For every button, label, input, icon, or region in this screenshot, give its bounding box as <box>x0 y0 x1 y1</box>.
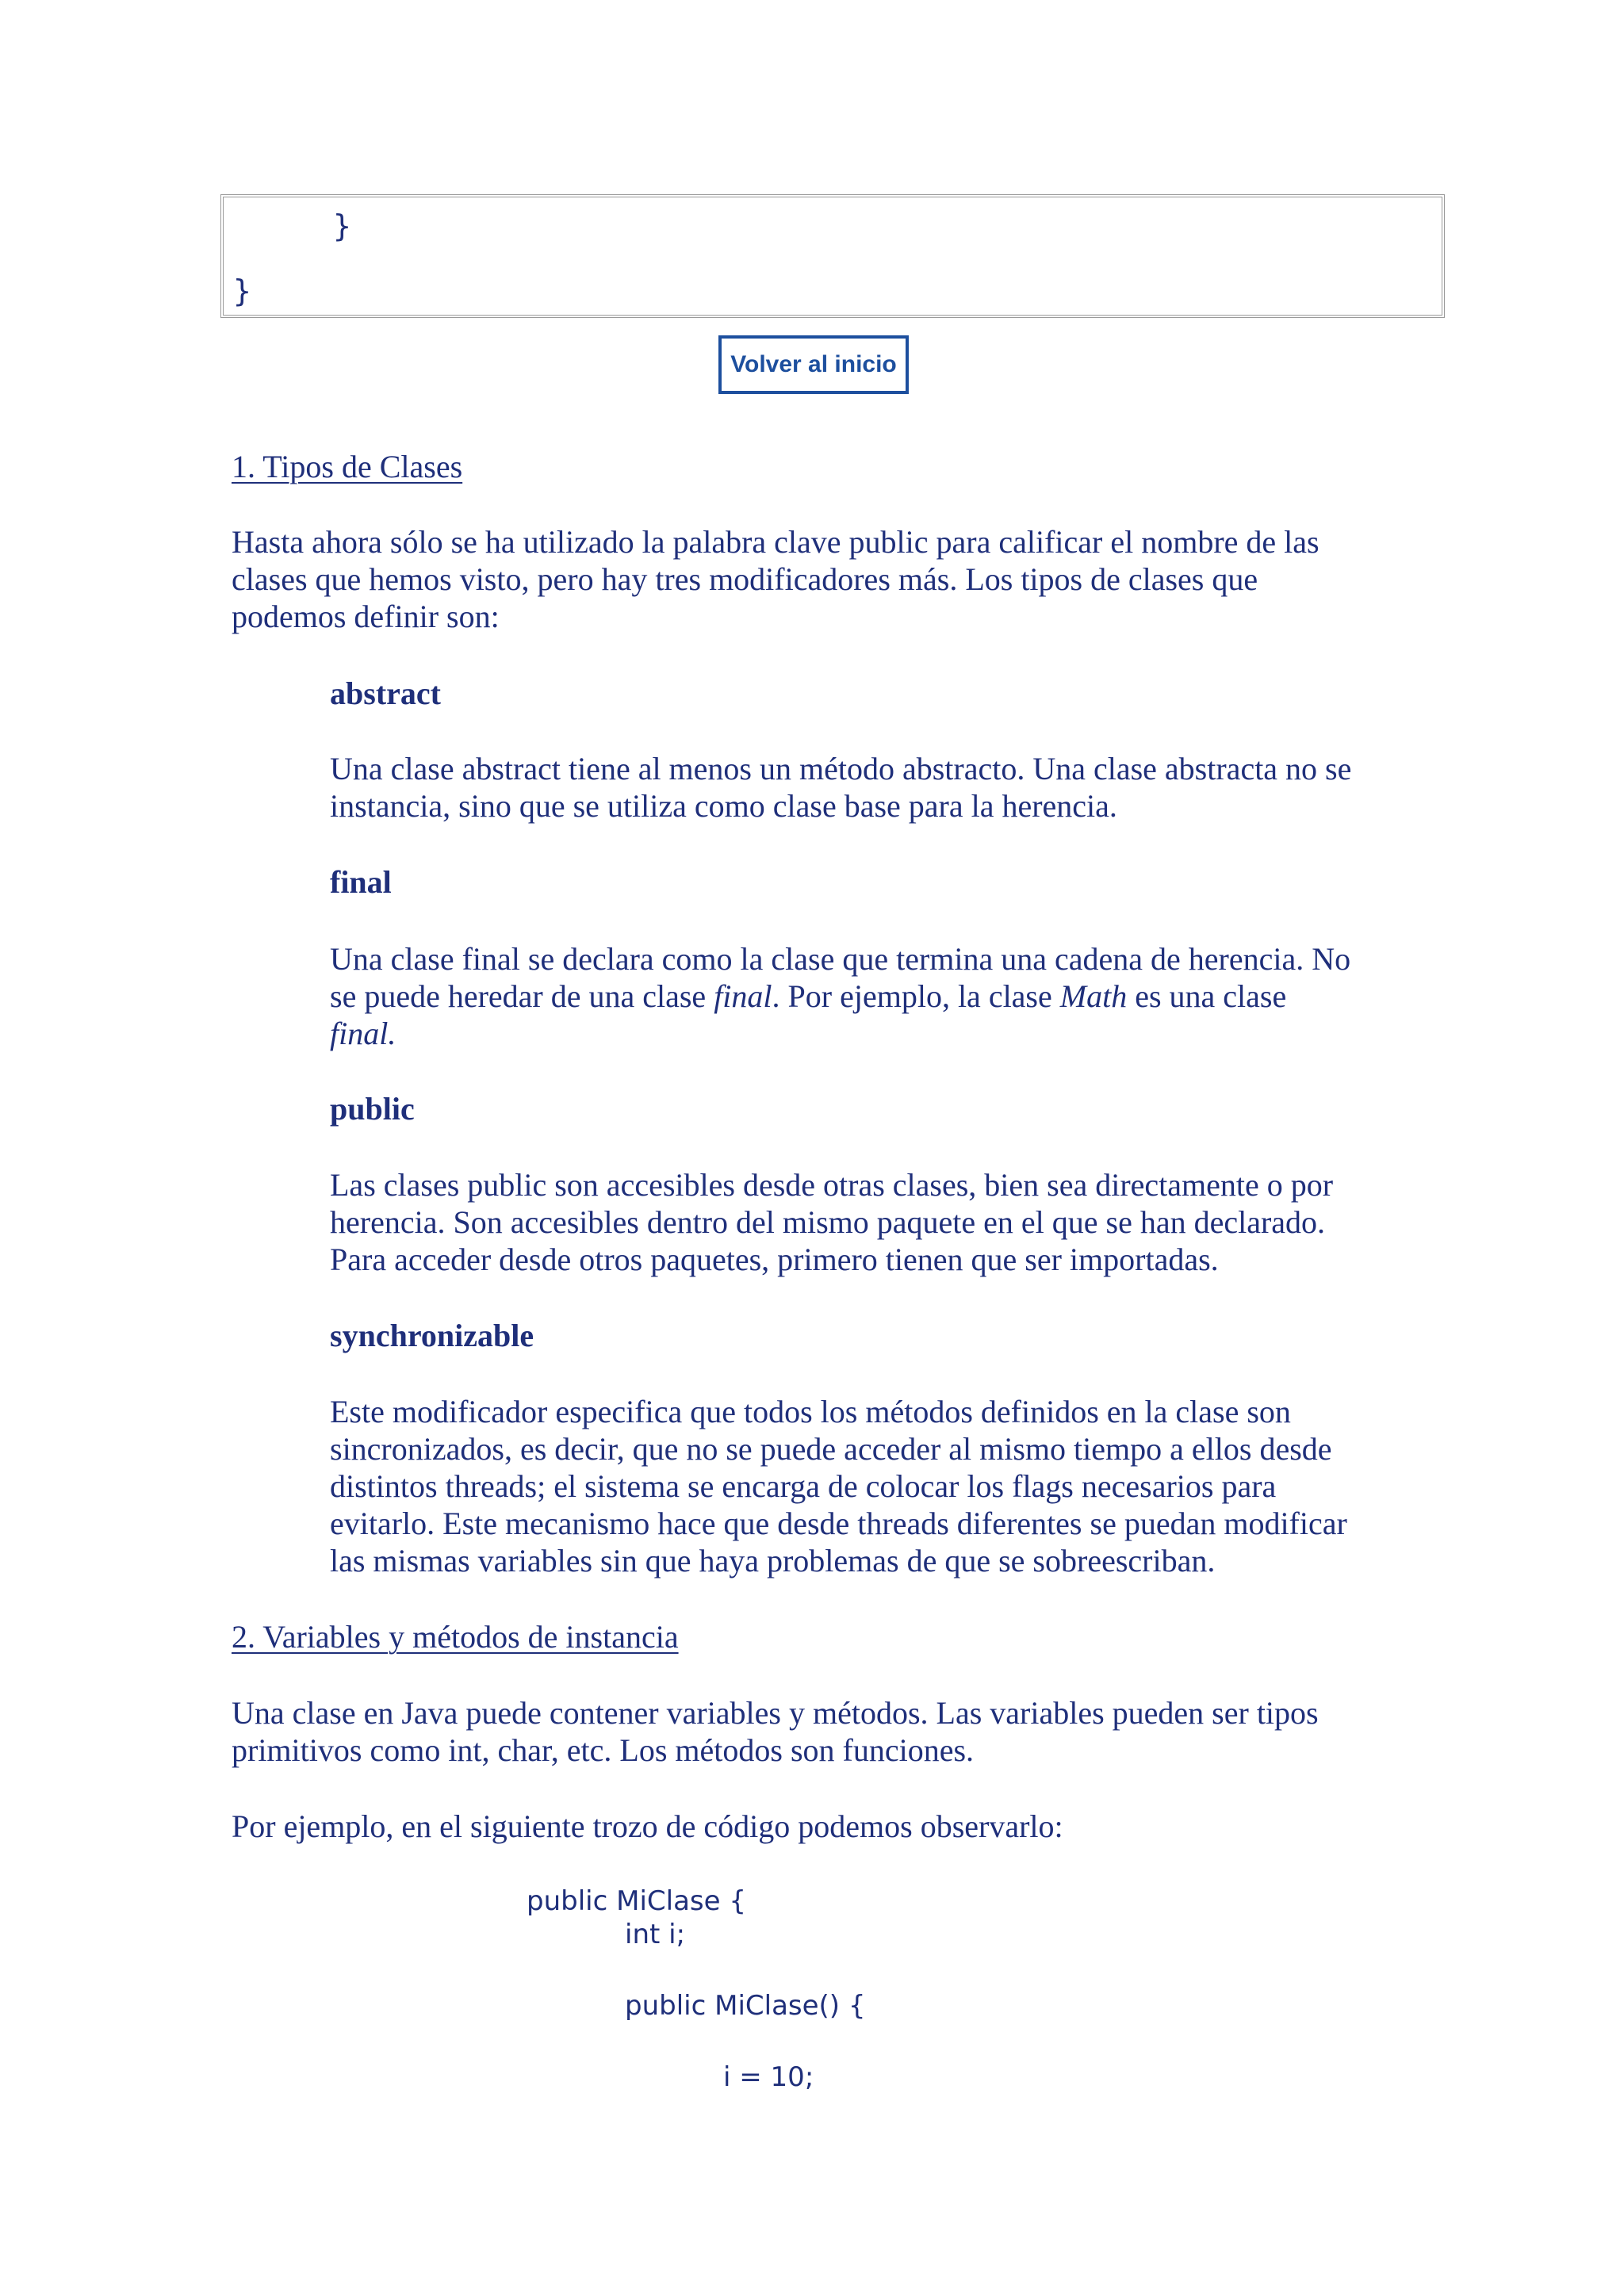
text-run: es una clase <box>1127 978 1287 1014</box>
paragraph-line: podemos definir son: <box>232 599 500 634</box>
paragraph-line: Por ejemplo, en el siguiente trozo de código podemos observarlo: <box>232 1808 1063 1844</box>
paragraph-line: final. <box>330 1016 396 1051</box>
paragraph-line: sincronizados, es decir, que no se puede acceder al mismo tiempo a ellos desde <box>330 1431 1332 1467</box>
paragraph-line: Para acceder desde otros paquetes, primero tienen que ser importadas. <box>330 1242 1219 1277</box>
code-closing-brace-outer: } <box>233 274 251 308</box>
back-to-top-button[interactable] <box>718 335 909 394</box>
paragraph-line: herencia. Son accesibles dentro del mismo paquete en el que se han declarado. <box>330 1204 1326 1240</box>
paragraph-line <box>330 978 1286 1015</box>
term-final: final <box>330 864 392 900</box>
paragraph-line: clases que hemos visto, pero hay tres modificadores más. Los tipos de clases que <box>232 561 1258 597</box>
paragraph-line: primitivos como int, char, etc. Los métodos son funciones. <box>232 1732 975 1768</box>
paragraph-line: Una clase en Java puede contener variables y métodos. Las variables pueden ser tipos <box>232 1695 1319 1731</box>
term-synchronizable: synchronizable <box>330 1318 534 1353</box>
paragraph-line: Hasta ahora sólo se ha utilizado la palabra clave public para calificar el nombre de las <box>232 524 1320 560</box>
text-run: se puede heredar de una clase <box>330 978 714 1014</box>
section-heading-variables-y-metodos[interactable]: 2. Variables y métodos de instancia <box>232 1619 679 1655</box>
paragraph-line: las mismas variables sin que haya problemas de que se sobreescriban. <box>330 1543 1216 1578</box>
code-line: public MiClase { <box>527 1885 746 1917</box>
italic-term: Math <box>1059 978 1128 1014</box>
italic-term: final <box>714 978 772 1014</box>
back-to-top-label: Volver al inicio <box>730 351 897 377</box>
section-heading-tipos-de-clases[interactable]: 1. Tipos de Clases <box>232 449 463 484</box>
term-abstract: abstract <box>330 675 441 711</box>
paragraph-line: Las clases public son accesibles desde otras clases, bien sea directamente o por <box>330 1167 1334 1203</box>
paragraph-line: evitarlo. Este mecanismo hace que desde threads diferentes se puedan modificar <box>330 1506 1347 1541</box>
text-run: . Por ejemplo, la clase <box>772 978 1060 1014</box>
paragraph-line: instancia, sino que se utiliza como clase base para la herencia. <box>330 788 1117 824</box>
code-line: int i; <box>625 1919 686 1950</box>
paragraph-line: Una clase abstract tiene al menos un método abstracto. Una clase abstracta no se <box>330 751 1352 786</box>
code-listing-box <box>220 194 1445 318</box>
paragraph-line: distintos threads; el sistema se encarga de colocar los flags necesarios para <box>330 1468 1277 1504</box>
code-line: public MiClase() { <box>625 1990 866 2022</box>
paragraph-line: Este modificador especifica que todos los métodos definidos en la clase son <box>330 1394 1291 1429</box>
code-closing-brace-inner: } <box>333 209 351 243</box>
term-public: public <box>330 1091 415 1127</box>
paragraph-line: Una clase final se declara como la clase que termina una cadena de herencia. No <box>330 941 1351 977</box>
code-line: i = 10; <box>723 2061 814 2093</box>
